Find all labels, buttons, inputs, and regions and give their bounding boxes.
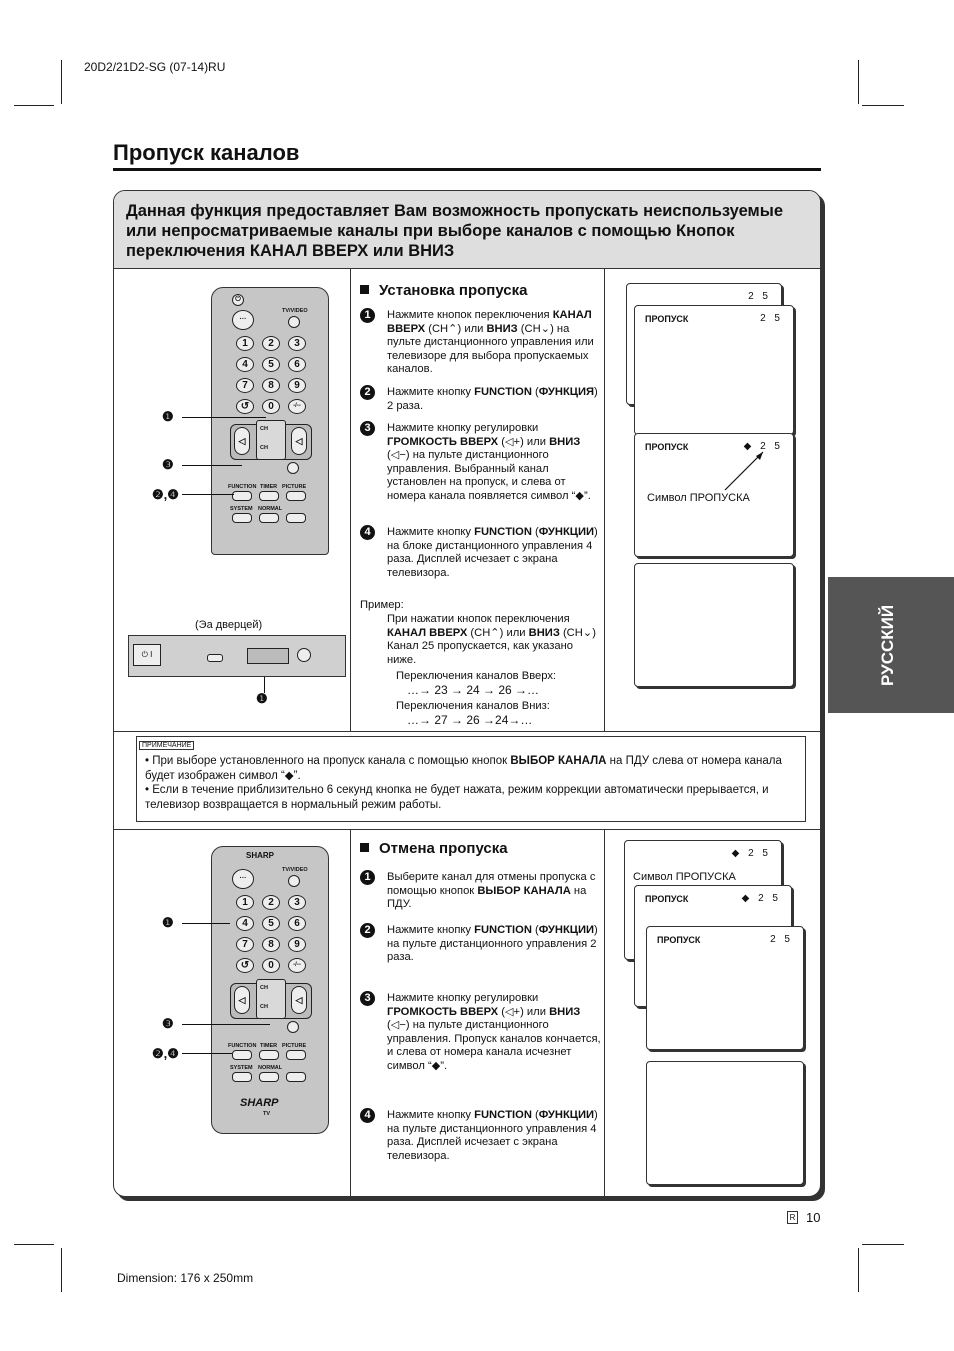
step-number: 3 (360, 991, 375, 1006)
step-text: Нажмите кнопку FUNCTION (ФУНКЦИИ) на пульте дистанционного управления 2 раза. (387, 924, 598, 964)
step-number: 2 (360, 385, 375, 400)
up-sequence: …→ 23 → 24 → 26 →… (407, 683, 540, 697)
numeric-key: 1 (236, 336, 254, 351)
setup-heading: Установка пропуска (360, 282, 527, 299)
numeric-key: ↺ (236, 399, 254, 414)
numeric-key: 8 (262, 937, 280, 952)
step-text: Нажмите кнопку регулировки ГРОМКОСТЬ ВВЕРХ (◁+) или ВНИЗ (◁−) на пульте дистанционного управления. Выбранный канал установлен на пропуск, и слева от номера канала появляется символ “◆”. (387, 422, 591, 502)
step-text: Нажмите кнопку FUNCTION (ФУНКЦИИ) на пульте дистанционного управления 4 раза. Дисплей исчезает с экрана телевизора. (387, 1109, 598, 1162)
numeric-key: 2 (262, 895, 280, 910)
remote-control-top: ⏻ ··· TV/VIDEO ◁ ◁ CH CH FUNCTION TIMER PICTURE SYSTEM NORMAL 1 2 3 4 5 6 7 8 9 ↺ 0 -/-- (211, 287, 329, 555)
numeric-key: 1 (236, 895, 254, 910)
tv-screen-skip: ПРОПУСК ◆ 2 5 Символ ПРОПУСКА (634, 433, 794, 557)
step-number: 1 (360, 870, 375, 885)
input-button: ··· (232, 310, 254, 330)
numeric-key: 5 (262, 916, 280, 931)
numeric-key: 7 (236, 378, 254, 393)
main-panel: Данная функция предоставляет Вам возможность пропускать неиспользуемые или непросматриваемые каналы при выборе каналов с помощью Кнопок переключения КАНАЛ ВВЕРХ или ВНИЗ ⏻ ··· TV/VIDEO ◁ ◁ CH CH FUNCTION TIMER PICTURE SYSTEM NORMAL 1 2 3 4 5 6 7 8 9 ↺ 0 -/-- ❶ ❸ ❷,❹ (Эа дверцей) ⏻ I ❶ Установка пропуска Пример: При нажатии кнопок переключения КАНАЛ ВВЕРХ (CH⌃) или ВНИЗ (CH⌄) Канал 25 пропускается, как указано ниже. Переключения каналов Вверх: …→ 23 → 24 → 26 →… Переключения каналов Вниз: …→ 27 → 26 →24→… 2 5 ПРОПУСК 2 5 ПРОПУСК ◆ 2 5 Символ ПРОПУСКА ПРИМЕЧАНИЕ • При выборе установленного на пропуск канала с помощью кнопок ВЫБОР КАНАЛА на ПДУ слева от номера канала будет изображен символ “◆”. • Если в течение приблизительно 6 секунд кнопка не будет нажата, режим коррекции автоматически прерывается, и телевизор возвращается в нормальный режим работы. ··· TV/VIDEO SHARP ◁ ◁ CH CH FUNCTION TIMER PICTURE SYSTEM NORMAL SHARP TV 1 2 3 4 5 6 7 8 9 ↺ 0 -/-- ❶ ❸ ❷,❹ Отмена пропуска ◆ 2 5 Символ ПРОПУСКА ПРОПУСК ◆ 2 5 ПРОПУСК 2 5 1 Нажмите кнопок переключения КАНАЛ ВВЕРХ (CH⌃) или ВНИЗ (CH⌄) на пульте дистанционного управления или телевизоре для выбора пропускаемых каналов. 2 Нажмите кнопку FUNCTION (ФУНКЦИЯ) 2 раза. 3 Нажмите кнопку регулировки ГРОМКОСТЬ ВВЕРХ (◁+) или ВНИЗ (◁−) на пульте дистанционного управления. Выбранный канал установлен на пропуск, и слева от номера канала появляется символ “◆”. 4 Нажмите кнопку FUNCTION (ФУНКЦИИ) на блоке дистанционного управления 4 раза. Дисплей исчезает с экрана телевизора. 1 Выберите канал для отмены пропуска с помощью кнопок ВЫБОР КАНАЛА на ПДУ. 2 Нажмите кнопку FUNCTION (ФУНКЦИИ) на пульте дистанционного управления 2 раза. 3 Нажмите кнопку регулировки ГРОМКОСТЬ ВВЕРХ (◁+) или ВНИЗ (◁−) на пульте дистанционного управления. Пропуск каналов кончается, и слева от номера канала исчезнет символ “◆”. 4 Нажмите кнопку FUNCTION (ФУНКЦИИ) на пульте дистанционного управления 4 раза. Дисплей исчезает с экрана телевизора. (113, 190, 821, 1197)
numeric-key: 2 (262, 336, 280, 351)
numeric-key: 5 (262, 357, 280, 372)
numeric-key: ↺ (236, 958, 254, 973)
function-button (232, 491, 252, 501)
numeric-key: 0 (262, 958, 280, 973)
down-sequence: …→ 27 → 26 →24→… (407, 713, 533, 727)
tv-screen: 2 5 (626, 283, 782, 405)
step-number: 4 (360, 525, 375, 540)
numeric-key: 0 (262, 399, 280, 414)
door-label: (Эа дверцей) (195, 619, 263, 631)
example-text: При нажатии кнопок переключения КАНАЛ ВВЕРХ (CH⌃) или ВНИЗ (CH⌄) Канал 25 пропускается, как указано ниже. (387, 613, 596, 666)
tv-screen-blank (646, 1061, 804, 1185)
step-text: Нажмите кнопку FUNCTION (ФУНКЦИЯ) 2 раза. (387, 386, 598, 412)
title-rule (113, 168, 821, 171)
step-text: Нажмите кнопку FUNCTION (ФУНКЦИИ) на блоке дистанционного управления 4 раза. Дисплей исчезает с экрана телевизора. (387, 526, 598, 579)
step-number: 2 (360, 923, 375, 938)
tv-screen-skip: ◆ 2 5 Символ ПРОПУСКА (624, 840, 782, 960)
note-text: • При выборе установленного на пропуск канала с помощью кнопок ВЫБОР КАНАЛА на ПДУ слева от номера канала будет изображен символ “◆”. • Если в течение приблизительно 6 секунд кнопка не будет нажата, режим коррекции автоматически прерывается, и телевизор возвращается в нормальный режим работы. (145, 755, 782, 811)
example-label: Пример: (360, 599, 404, 611)
tv-screen: ПРОПУСК 2 5 (646, 926, 804, 1050)
numeric-key: 4 (236, 916, 254, 931)
step-text: Выберите канал для отмены пропуска с помощью кнопок ВЫБОР КАНАЛА на ПДУ. (387, 871, 596, 911)
tv-front-panel: ⏻ I (128, 635, 346, 677)
step-number: 4 (360, 1108, 375, 1123)
numeric-key: 8 (262, 378, 280, 393)
intro-text: Данная функция предоставляет Вам возможность пропускать неиспользуемые или непросматриваемые каналы при выборе каналов с помощью Кнопок переключения КАНАЛ ВВЕРХ или ВНИЗ (126, 202, 784, 260)
step-text: Нажмите кнопку регулировки ГРОМКОСТЬ ВВЕРХ (◁+) или ВНИЗ (◁−) на пульте дистанционного управления. Пропуск каналов кончается, и слева от номера канала исчезнет символ “◆”. (387, 992, 601, 1072)
numeric-key: 7 (236, 937, 254, 952)
tv-screen-blank (634, 563, 794, 687)
numeric-key: -/-- (288, 958, 306, 973)
numeric-key: -/-- (288, 399, 306, 414)
dimension-note: Dimension: 176 x 250mm (117, 1271, 254, 1285)
numeric-key: 9 (288, 378, 306, 393)
page-number: 10 (806, 1210, 821, 1225)
cancel-heading: Отмена пропуска (360, 840, 508, 857)
tv-screen: ПРОПУСК 2 5 (634, 305, 794, 435)
note-box (136, 736, 806, 822)
numeric-key: 9 (288, 937, 306, 952)
numeric-key: 3 (288, 895, 306, 910)
numeric-key: 4 (236, 357, 254, 372)
intro-band (114, 191, 820, 269)
numeric-key: 3 (288, 336, 306, 351)
note-tag: ПРИМЕЧАНИЕ (139, 741, 194, 750)
numeric-key: 6 (288, 916, 306, 931)
language-tab: РУССКИЙ (828, 577, 954, 713)
step-text: Нажмите кнопок переключения КАНАЛ ВВЕРХ (CH⌃) или ВНИЗ (CH⌄) на пульте дистанционного управления или телевизоре для выбора пропускаемых каналов. (387, 309, 594, 376)
down-label: Переключения каналов Вниз: (396, 700, 550, 712)
tv-screen-skip: ПРОПУСК ◆ 2 5 (634, 885, 792, 1007)
power-button: ⏻ (232, 294, 244, 306)
step-number: 1 (360, 308, 375, 323)
numeric-key: 6 (288, 357, 306, 372)
remote-control-bottom: ··· TV/VIDEO SHARP ◁ ◁ CH CH FUNCTION TIMER PICTURE SYSTEM NORMAL SHARP TV 1 2 3 4 5 6 7 8 9 ↺ 0 -/-- (211, 846, 329, 1134)
brand-logo: SHARP (240, 1097, 279, 1109)
step-number: 3 (360, 421, 375, 436)
page-title: Пропуск каналов (113, 140, 300, 165)
header-model: 20D2/21D2-SG (07-14)RU (84, 60, 226, 74)
page-mark: R (787, 1211, 798, 1224)
up-label: Переключения каналов Вверх: (396, 670, 557, 682)
